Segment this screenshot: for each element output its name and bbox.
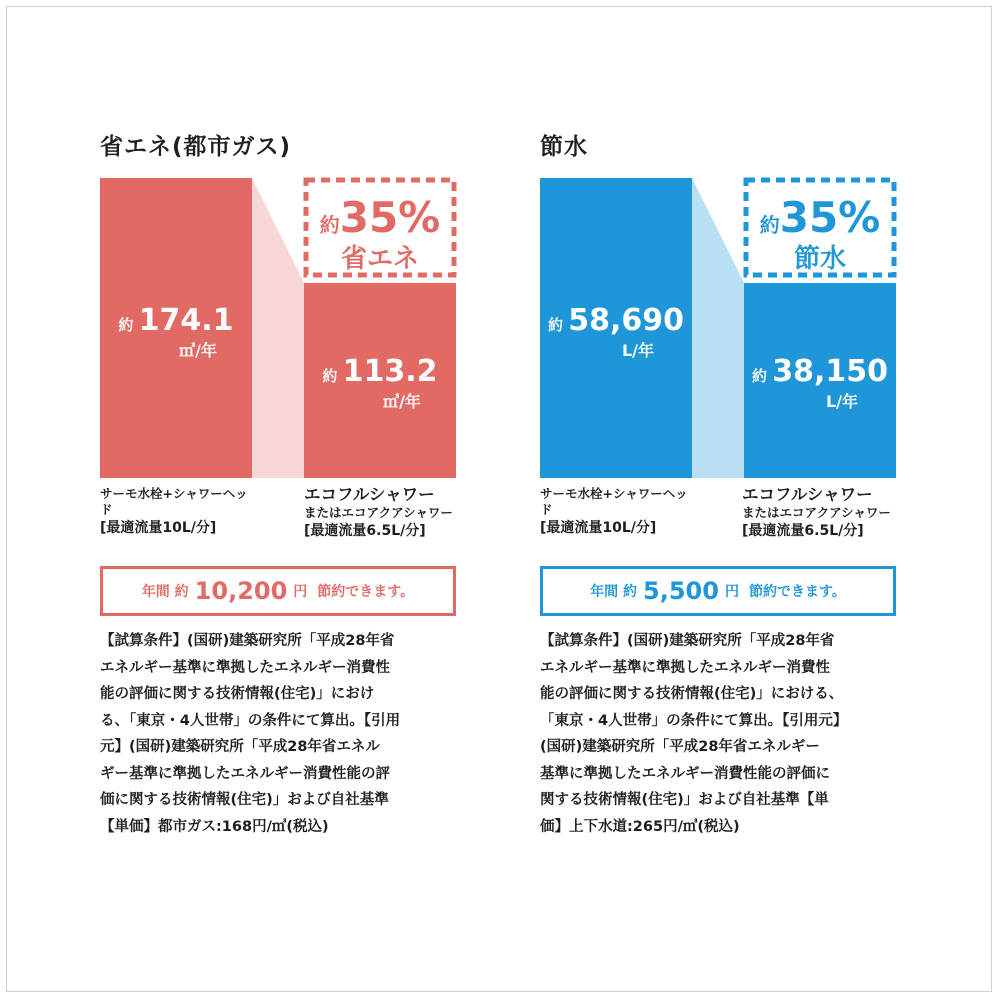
bar-eco-unit: ㎥/年	[383, 391, 421, 411]
note-line: 【単価】都市ガス:168円/㎥(税込)	[100, 818, 329, 835]
value-number: 113.2	[342, 353, 438, 389]
note-line: 価】上下水道:265円/㎥(税込)	[540, 818, 740, 835]
note-line: る、「東京・4人世帯」の条件にて算出。【引用	[100, 712, 401, 729]
bar-chart-gas	[100, 178, 460, 478]
saving-prefix: 年間 約	[141, 584, 189, 600]
eco-caption-flow: [最適流量6.5L/分]	[742, 522, 864, 539]
eco-caption-name: エコフルシャワー	[304, 485, 435, 504]
saving-suffix: 節約できます。	[317, 584, 415, 600]
value-number: 58,690	[568, 303, 685, 338]
note-line: 能の評価に関する技術情報(住宅)」における、	[540, 686, 844, 702]
bar-base-unit: ㎥/年	[179, 341, 217, 360]
note-line: ギー基準に準拠したエネルギー消費性能の評	[100, 765, 390, 782]
base-caption-flow: [最適流量10L/分]	[100, 519, 217, 536]
bar-base-unit: L/年	[621, 341, 655, 360]
note-line: 基準に準拠したエネルギー消費性能の評価に	[540, 765, 830, 782]
eco-caption-alt: またはエコアクアシャワー	[304, 505, 453, 521]
saving-prefix: 年間 約	[590, 584, 638, 600]
note-line: 【試算条件】(国研)建築研究所「平成28年省	[540, 633, 835, 649]
note-line: 【試算条件】(国研)建築研究所「平成28年省	[100, 633, 395, 649]
base-caption-name: サーモ水栓+シャワーヘッド	[100, 486, 248, 518]
badge-approx: 約	[319, 213, 340, 237]
eco-caption	[742, 484, 942, 540]
annual-saving-box	[540, 566, 896, 616]
note-line: 元】(国研)建築研究所「平成28年省エネル	[100, 739, 380, 755]
panel-heading: 節水	[540, 134, 588, 160]
value-prefix: 約	[547, 316, 569, 334]
badge-label: 省エネ	[340, 244, 420, 274]
eco-caption-alt: またはエコアクアシャワー	[742, 505, 891, 521]
saving-suffix: 節約できます。	[748, 584, 846, 600]
note-line: 「東京・4人世帯」の条件にて算出。【引用元】	[540, 712, 848, 729]
bar-eco-unit: L/年	[825, 391, 859, 411]
base-caption-flow: [最適流量10L/分]	[540, 519, 657, 536]
reduction-band	[252, 178, 304, 478]
eco-caption	[304, 484, 504, 540]
value-number: 174.1	[138, 303, 234, 338]
panel-heading: 省エネ(都市ガス)	[100, 134, 292, 160]
eco-caption-name: エコフルシャワー	[742, 485, 873, 504]
bar-base-value	[548, 303, 684, 338]
badge-approx: 約	[759, 213, 780, 237]
value-prefix: 約	[751, 366, 773, 385]
note-line: 関する技術情報(住宅)」および自社基準【単	[540, 792, 829, 808]
base-caption	[100, 486, 260, 537]
panel-water	[540, 0, 960, 1000]
note-line: (国研)建築研究所「平成28年省エネルギー	[540, 739, 820, 755]
badge-label: 節水	[793, 244, 847, 274]
value-prefix: 約	[322, 366, 343, 385]
note-line: エネルギー基準に準拠したエネルギー消費性	[540, 659, 830, 676]
value-prefix: 約	[118, 316, 139, 334]
badge-value: 35%	[339, 193, 441, 242]
badge-value: 35%	[779, 193, 881, 242]
annual-saving-box	[100, 566, 456, 616]
note-line: エネルギー基準に準拠したエネルギー消費性	[100, 659, 390, 676]
bar-eco-value	[752, 354, 888, 389]
eco-caption-flow: [最適流量6.5L/分]	[304, 522, 426, 539]
note-line: 価に関する技術情報(住宅)」および自社基準	[100, 792, 389, 808]
note-line: 能の評価に関する技術情報(住宅)」におけ	[100, 686, 375, 702]
saving-yen: 円	[293, 584, 308, 600]
base-caption-name: サーモ水栓+シャワーヘッド	[540, 486, 688, 518]
saving-amount: 10,200	[194, 577, 288, 605]
panel-gas	[100, 0, 520, 1000]
calculation-note	[540, 628, 900, 840]
calculation-note	[100, 628, 460, 840]
bar-chart-water	[540, 178, 900, 478]
base-caption	[540, 486, 700, 537]
reduction-band	[692, 178, 744, 478]
saving-yen: 円	[724, 584, 739, 600]
saving-amount: 5,500	[643, 577, 719, 605]
value-number: 38,150	[772, 353, 889, 389]
